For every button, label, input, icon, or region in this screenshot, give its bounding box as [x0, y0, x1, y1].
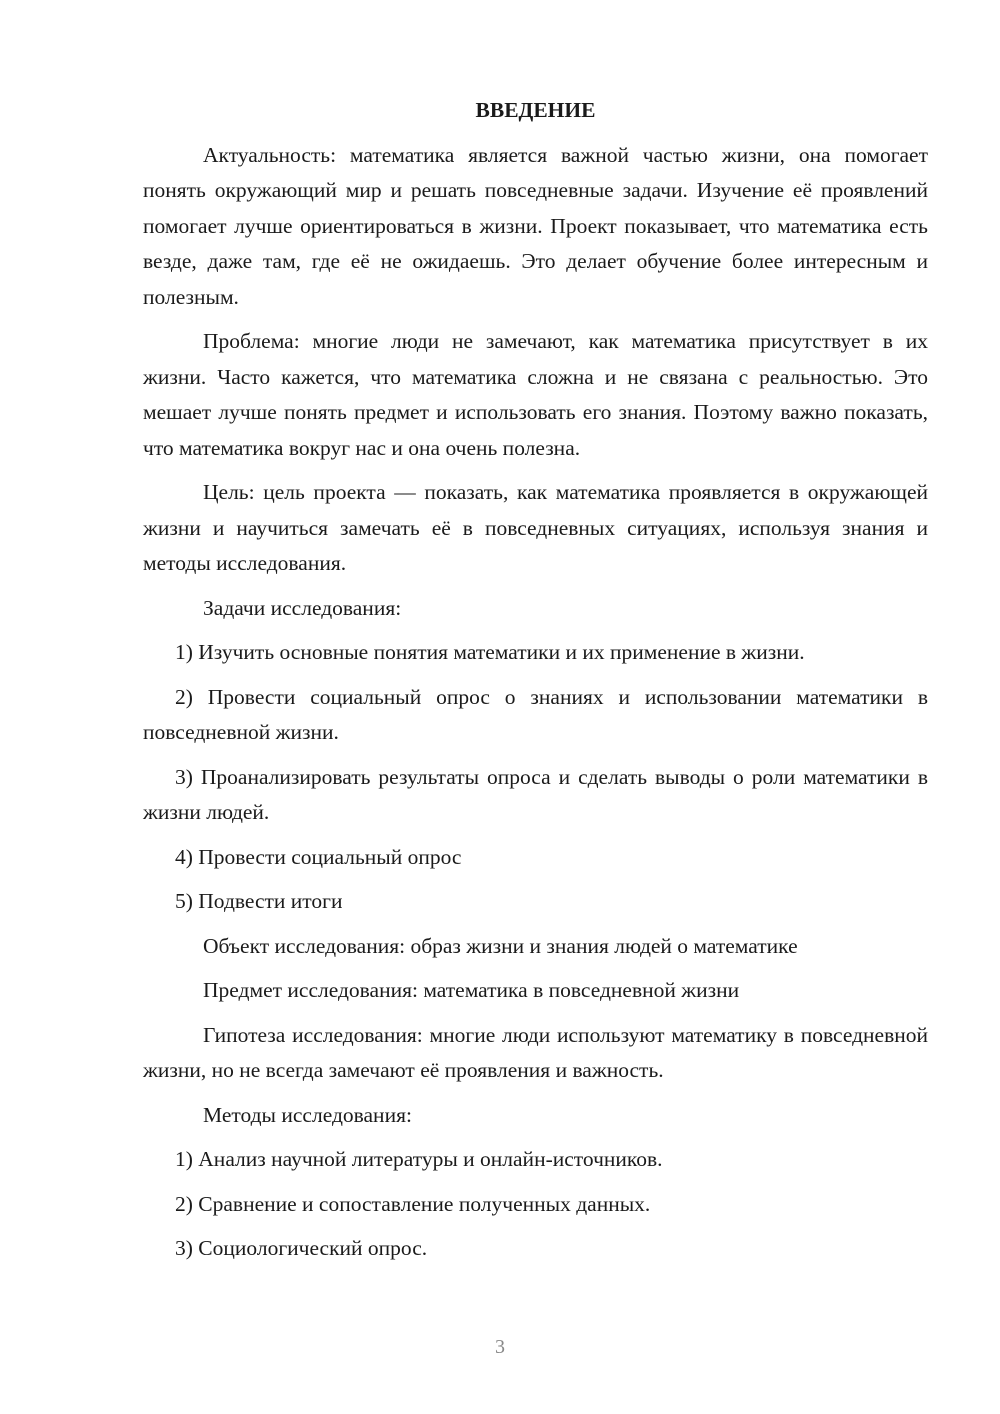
method-item: 3) Социологический опрос.	[175, 1236, 428, 1260]
methods-title: Методы исследования:	[203, 1102, 412, 1127]
task-item: 3) Проанализировать результаты опроса и сделать выводы о роли математики в жизни людей.	[143, 764, 928, 824]
task-item: 4) Провести социальный опрос	[175, 844, 462, 869]
method-item: 1) Анализ научной литературы и онлайн-источников.	[175, 1147, 663, 1171]
problem-paragraph: Проблема: многие люди не замечают, как математика присутствует в их жизни. Часто кажется, что математика сложна и не связана с реальностью. Это мешает лучше понять предмет и использовать его знания. Поэтому важно показать, что математика вокруг нас и она очень полезна.	[143, 329, 928, 460]
page-number: 3	[495, 1336, 505, 1358]
subject-paragraph: Предмет исследования: математика в повседневной жизни	[203, 978, 740, 1002]
object-paragraph: Объект исследования: образ жизни и знания людей о математике	[203, 933, 798, 958]
method-item: 2) Сравнение и сопоставление полученных данных.	[175, 1191, 651, 1216]
relevance-paragraph: Актуальность: математика является важной частью жизни, она помогает понять окружающий мир и решать повседневные задачи. Изучение её проявлений помогает лучше ориентироваться в жизни. Проект показывает, что математика есть везде, даже там, где её не ожидаешь. Это делает обучение более интересным и полезным.	[143, 142, 928, 309]
tasks-title: Задачи исследования:	[203, 595, 402, 620]
task-item: 1) Изучить основные понятия математики и их применение в жизни.	[175, 640, 805, 664]
section-heading: ВВЕДЕНИЕ	[475, 98, 596, 122]
goal-paragraph: Цель: цель проекта — показать, как математика проявляется в окружающей жизни и научиться замечать её в повседневных ситуациях, используя знания и методы исследования.	[143, 480, 928, 575]
task-item: 2) Провести социальный опрос о знаниях и использовании математики в повседневной жизни.	[143, 684, 928, 744]
task-item: 5) Подвести итоги	[175, 889, 343, 913]
document-body	[143, 93, 928, 1276]
hypothesis-paragraph: Гипотеза исследования: многие люди используют математику в повседневной жизни, но не всегда замечают её проявления и важность.	[143, 1022, 928, 1082]
